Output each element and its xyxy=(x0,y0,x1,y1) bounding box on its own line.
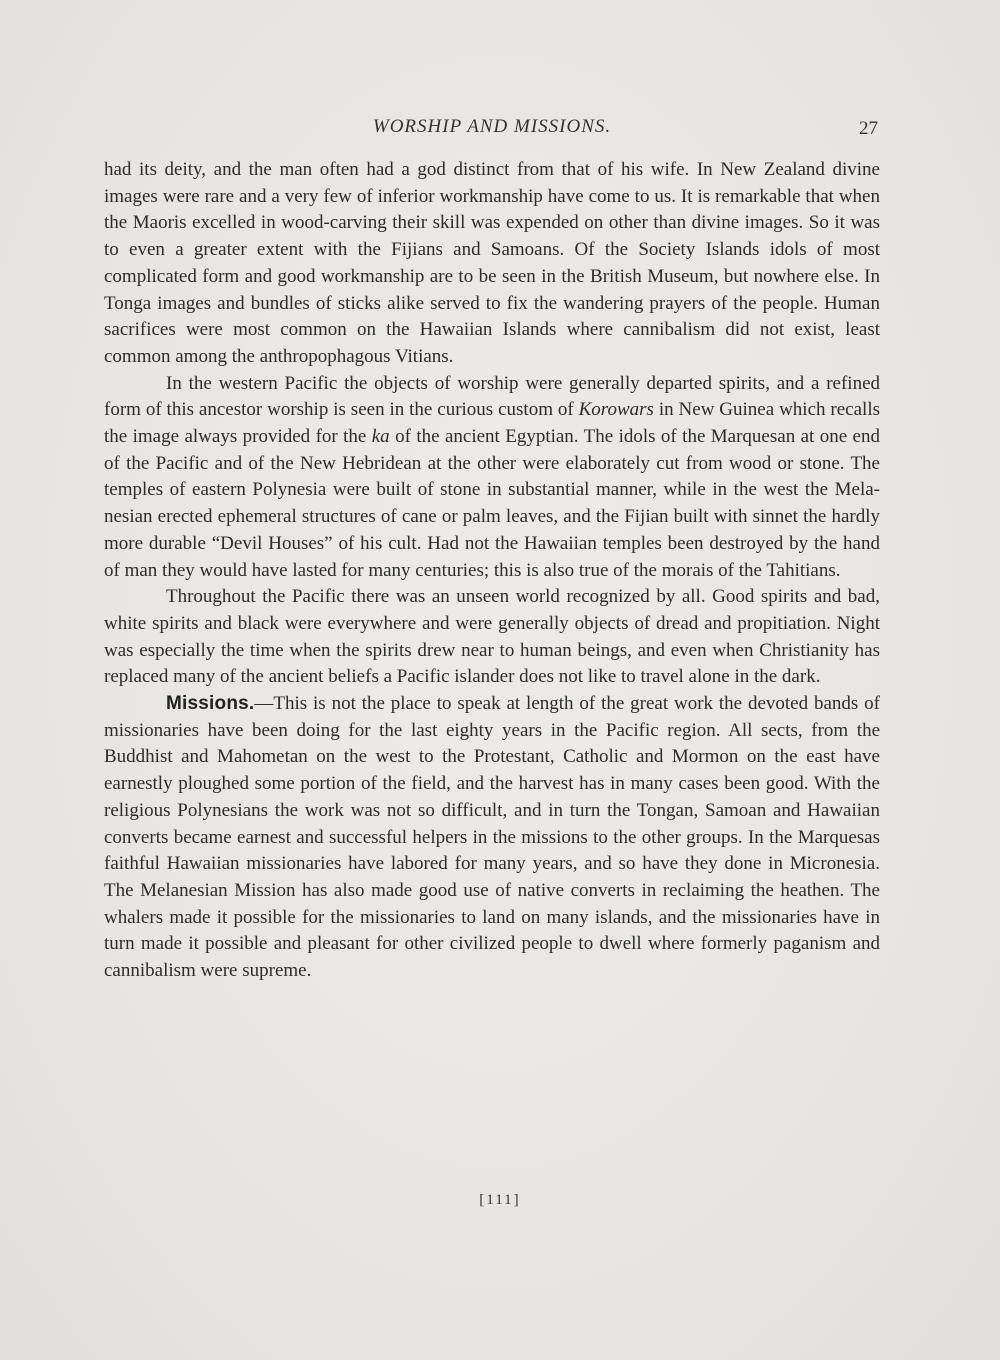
body-text xyxy=(104,157,880,985)
paragraph-western-pacific xyxy=(104,371,880,585)
paragraph-text: —This is not the place to speak at length of the great work the devoted bands of missionaries have been doing for the last eighty years in the Pacific region. All sects, from the Buddhist and Mahometan on the west to the Protestant, Catholic and Mormon on the east have earnestly ploughed some portion of the field, and the harvest has in many cases been good. With the religious Polynesians the work was not so difficult, and in turn the Tongan, Samoan and Hawaiian converts became earnest and successful helpers in the missions to the other groups. In the Marquesas faithful Hawaiian missionaries have labored for many years, and so have they done in Micronesia. The Melanesian Mission has also made good use of native converts in reclaiming the heathen. The whalers made it possible for the missionaries to land on many islands, and the missionaries have in turn made it possible and pleasant for other civilized people to dwell where formerly paganism and cannibalism were supreme. xyxy=(104,693,880,982)
running-head xyxy=(104,116,880,142)
section-heading-missions: Missions. xyxy=(166,693,255,715)
paragraph-text: Throughout the Pacific there was an unseen world recognized by all. Good spirits and bad, white spirits and black were everywhere and were generally objects of dread and propitiation. Night was especially the time when the spirits drew near to human beings, and even when Christianity has replaced many of the ancient beliefs a Pacific islander does not like to travel alone in the dark. xyxy=(104,586,880,688)
paragraph-text: In the western Pacific the objects of worship were generally departed spirits, and a refined form of this ancestor worship is seen in the curious custom of xyxy=(104,372,880,421)
folio: [111] xyxy=(479,1192,521,1208)
paragraph-deity xyxy=(104,157,880,371)
italic-term-korowars: Korowars xyxy=(578,399,654,421)
italic-term-ka: ka xyxy=(371,426,390,448)
paragraph-missions xyxy=(104,691,880,985)
paragraph-text: had its deity, and the man often had a god distinct from that of his wife. In New Zealand divine images were rare and a very few of inferior workmanship have come to us. It is remarkable that when the Maoris excelled in wood-carving their skill was expended on other than divine images. So it was to even a greater extent with the Fijians and Samoans. Of the Society Islands idols of most complicated form and good workmanship are to be seen in the British Museum, but nowhere else. In Tonga images and bundles of sticks alike served to fix the wandering prayers of the people. Human sacrifices were most common on the Hawaiian Islands where cannibalism did not exist, least common among the anthropophagous Vitians. xyxy=(104,159,880,367)
paragraph-unseen-world xyxy=(104,584,880,691)
paragraph-text: of the ancient Egyptian. The idols of the Marquesan at one end of the Pacific and of the New Hebridean at the other were elaborately cut from wood or stone. The temples of eastern Polynesia were built of stone in substantial manner, while in the west the Melanesian erected ephemeral structures of cane or palm leaves, and the Fijian built with sinnet the hardly more durable “Devil Houses” of his cult. Had not the Hawaiian temples been destroyed by the hand of man they would have lasted for many centuries; this is also true of the morais of the Tahitians. xyxy=(104,426,880,581)
running-title: WORSHIP AND MISSIONS. xyxy=(372,116,612,137)
page-number: 27 xyxy=(859,118,878,139)
paragraph-text: in New Guinea which recalls the image always provided for the xyxy=(104,399,880,448)
